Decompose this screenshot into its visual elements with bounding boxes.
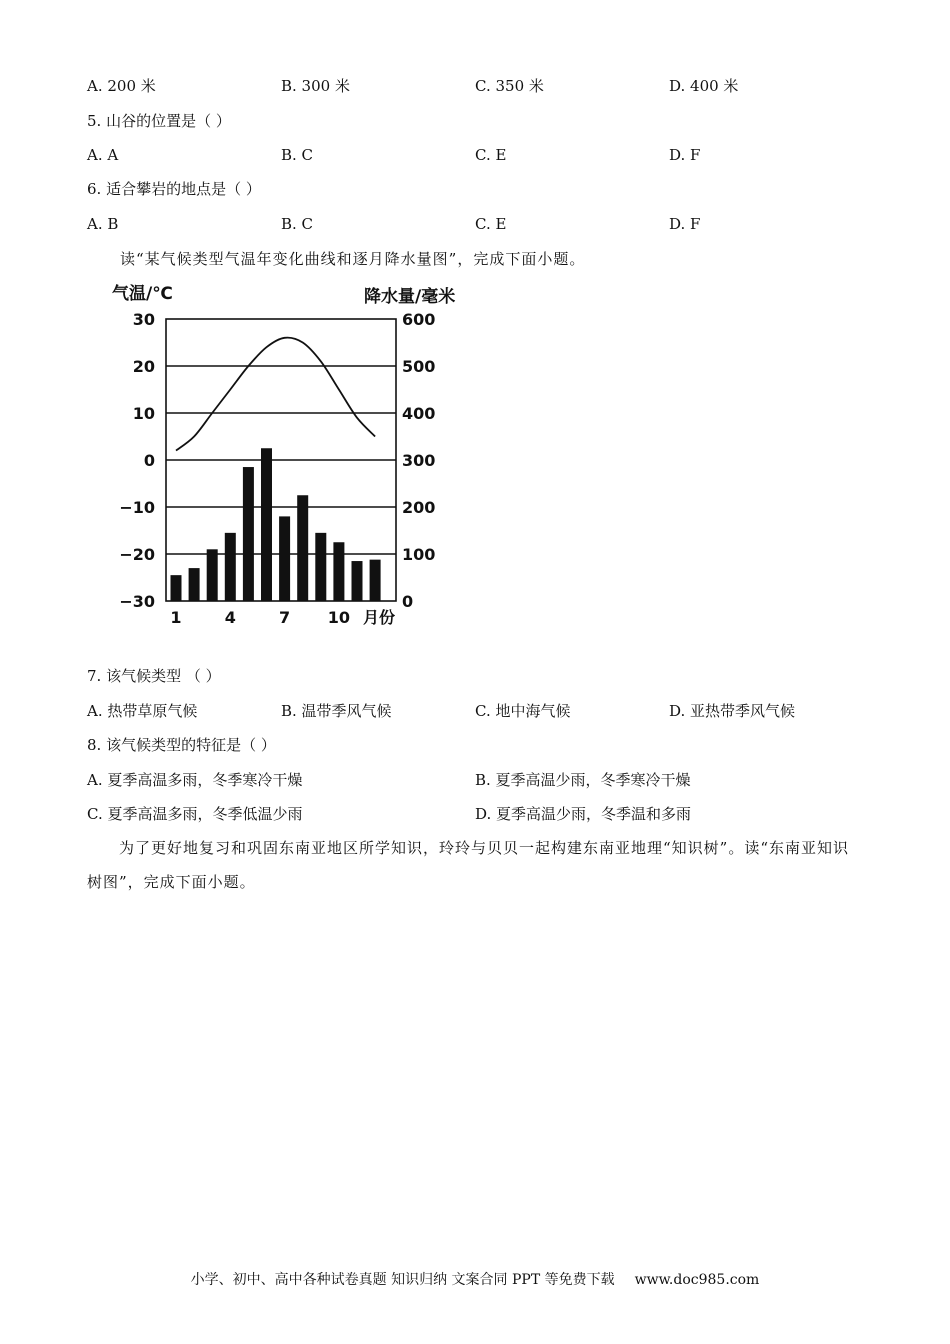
temperature-tick-label: −30 [119, 592, 155, 611]
q6-option-a[interactable]: A. B [87, 215, 119, 233]
temperature-tick-label: 30 [132, 310, 155, 329]
q6-stem: 6. 适合攀岩的地点是（ ） [87, 180, 261, 198]
precipitation-bar [243, 467, 254, 601]
temperature-curve [176, 338, 375, 451]
q5-option-b[interactable]: B. C [281, 146, 314, 164]
precipitation-tick-label: 0 [402, 592, 414, 611]
q6-options [87, 214, 877, 234]
q7-option-a[interactable]: A. 热带草原气候 [87, 702, 198, 720]
precipitation-bar [189, 568, 200, 601]
precipitation-ticks [402, 310, 435, 611]
climate-chart [108, 277, 478, 633]
temperature-axis-label: 气温/℃ [112, 284, 173, 304]
q8-option-d[interactable]: D. 夏季高温少雨，冬季温和多雨 [475, 805, 692, 823]
q4-option-d[interactable]: D. 400 米 [669, 77, 739, 95]
temperature-tick-label: −10 [119, 498, 155, 517]
climate-chart-intro: 读“某气候类型气温年变化曲线和逐月降水量图”，完成下面小题。 [120, 250, 586, 268]
precipitation-bar [207, 549, 218, 601]
q8-stem: 8. 该气候类型的特征是（ ） [87, 736, 276, 754]
q7-options [87, 701, 877, 721]
q5-option-c[interactable]: C. E [475, 146, 507, 164]
q8-option-a[interactable]: A. 夏季高温多雨，冬季寒冷干燥 [87, 771, 303, 789]
q4-options [87, 76, 877, 96]
footer-site-link[interactable]: www.doc985.com [634, 1272, 760, 1288]
q8-option-b[interactable]: B. 夏季高温少雨，冬季寒冷干燥 [475, 771, 691, 789]
q5-stem: 5. 山谷的位置是（ ） [87, 112, 231, 130]
q7-option-b[interactable]: B. 温带季风气候 [281, 702, 392, 720]
q5-options [87, 145, 877, 165]
temperature-tick-label: 10 [132, 404, 155, 423]
temperature-tick-label: 20 [132, 357, 155, 376]
precipitation-tick-label: 500 [402, 357, 436, 376]
q5-option-d[interactable]: D. F [669, 146, 701, 164]
precipitation-bar [315, 533, 326, 601]
precipitation-bar [225, 533, 236, 601]
q8-options-row2 [87, 804, 877, 824]
footer-text: 小学、初中、高中各种试卷真题 知识归纳 文案合同 PPT 等免费下载 [190, 1272, 615, 1288]
precipitation-bars [171, 448, 381, 601]
q8-option-c[interactable]: C. 夏季高温多雨，冬季低温少雨 [87, 805, 303, 823]
q6-option-b[interactable]: B. C [281, 215, 314, 233]
page-footer [0, 1271, 950, 1289]
knowledge-tree-intro-text: 为了更好地复习和巩固东南亚地区所学知识，玲玲与贝贝一起构建东南亚地理“知识树”。读“东南亚知识树图”，完成下面小题。 [87, 839, 850, 891]
q5-option-a[interactable]: A. A [87, 146, 119, 164]
q7-stem: 7. 该气候类型 （ ） [87, 667, 221, 685]
q8-options-row1 [87, 770, 877, 790]
q4-option-b[interactable]: B. 300 米 [281, 77, 350, 95]
precipitation-bar [297, 495, 308, 601]
temperature-ticks [119, 310, 155, 611]
precipitation-tick-label: 200 [402, 498, 436, 517]
precipitation-axis-label: 降水量/毫米 [364, 287, 456, 307]
precipitation-tick-label: 400 [402, 404, 436, 423]
q4-option-a[interactable]: A. 200 米 [87, 77, 156, 95]
month-tick-label: 10 [327, 608, 351, 627]
q7-option-c[interactable]: C. 地中海气候 [475, 702, 571, 720]
precipitation-bar [352, 561, 363, 601]
precipitation-tick-label: 100 [402, 545, 436, 564]
precipitation-bar [261, 448, 272, 601]
month-tick-label: 1 [170, 608, 182, 627]
precipitation-bar [171, 575, 182, 601]
temperature-tick-label: 0 [143, 451, 155, 470]
precipitation-bar [333, 542, 344, 601]
q4-option-c[interactable]: C. 350 米 [475, 77, 544, 95]
month-tick-label: 4 [224, 608, 236, 627]
q6-option-c[interactable]: C. E [475, 215, 507, 233]
precipitation-bar [279, 516, 290, 601]
precipitation-tick-label: 300 [402, 451, 436, 470]
precipitation-tick-label: 600 [402, 310, 436, 329]
temperature-tick-label: −20 [119, 545, 155, 564]
month-tick-label: 7 [279, 608, 291, 627]
precipitation-bar [370, 560, 381, 601]
q6-option-d[interactable]: D. F [669, 215, 701, 233]
month-axis-label: 月份 [363, 608, 396, 627]
knowledge-tree-intro [87, 831, 862, 899]
q7-option-d[interactable]: D. 亚热带季风气候 [669, 702, 796, 720]
month-ticks [170, 608, 350, 627]
